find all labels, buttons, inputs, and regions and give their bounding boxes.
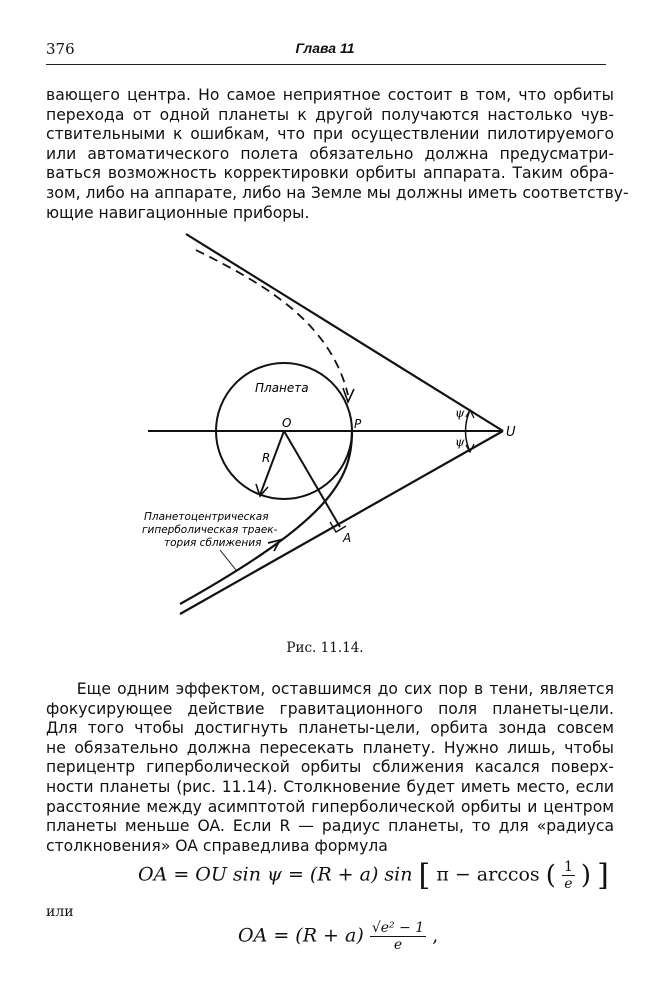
vertex-label: U (506, 425, 516, 440)
text-line: перехода от одной планеты к другой получаются настолько чув- (46, 105, 614, 124)
text-line: Для того чтобы достигнуть планеты-цели, орбита зонда совсем (46, 719, 614, 738)
text-line: ющие навигационные приборы. (46, 203, 310, 222)
text-line: Еще одним эффектом, оставшимся до сих пор в тени, является (46, 680, 614, 698)
planet-label: Планета (255, 381, 309, 395)
trajectory-label-line: Планетоцентрическая (144, 511, 269, 523)
text-line: ности планеты (рис. 11.14). Столкновение будет иметь место, если (46, 777, 614, 796)
text-line: не обязательно должна пересекать планету. Нужно лишь, чтобы (46, 738, 614, 757)
left-paren: ( (545, 860, 556, 891)
text-line: перицентр гиперболической орбиты сближения касался поверх- (46, 758, 614, 777)
label-leader-line (220, 550, 236, 570)
text-line: ваться возможность корректировки орбиты аппарата. Таким обра- (46, 164, 614, 183)
trajectory-label-line: гиперболическая траек- (142, 524, 278, 536)
text-line: планеты меньше OA. Если R — радиус планеты, то для «радиуса (46, 817, 614, 836)
left-bracket: [ (418, 858, 431, 893)
fraction-denominator: e (393, 937, 403, 953)
periapsis-label: P (354, 417, 362, 431)
text-line: зом, либо на аппарате, либо на Земле мы должны иметь соответству- (46, 183, 629, 202)
figure-caption: Рис. 11.14. (286, 640, 364, 656)
chapter-title: Глава 11 (295, 40, 355, 56)
equation-1-inner: π − arccos (436, 863, 540, 886)
text-line: фокусирующее действие гравитационного поля планеты-цели. (46, 699, 614, 718)
paragraph-1 (46, 86, 629, 223)
equation-1 (138, 858, 609, 893)
equation-2-lhs: OA = (R + a) (238, 924, 364, 947)
angle-label-upper: ψ (455, 406, 465, 420)
paragraph-2 (46, 680, 614, 856)
fraction-numerator: √e² − 1 (371, 920, 425, 936)
text-line: расстояние между асимптотой гиперболической орбиты и центром (46, 797, 614, 816)
equation-1-lhs: OA = OU sin ψ = (R + a) sin (138, 863, 413, 886)
fraction (562, 859, 575, 892)
center-label: O (282, 416, 292, 430)
page-number: 376 (46, 40, 75, 58)
equation-2 (238, 920, 438, 953)
fraction (370, 920, 426, 953)
text-line: или автоматического полета обязательно должна предусматри- (46, 144, 614, 163)
trajectory-label-line: тория сближения (164, 537, 262, 549)
fraction-denominator: e (564, 876, 573, 892)
angle-label-lower: ψ (455, 435, 465, 449)
text-line: вающего центра. Но самое неприятное состоит в том, что орбиты (46, 86, 614, 104)
fraction-numerator: 1 (563, 859, 573, 875)
equation-2-tail: , (432, 924, 439, 947)
page-header (46, 40, 604, 62)
foot-label: A (343, 531, 352, 545)
text-line: ствительными к ошибкам, что при осуществлении пилотируемого (46, 125, 614, 144)
header-rule (46, 64, 606, 65)
radius-label: R (262, 451, 271, 465)
right-bracket: ] (597, 858, 609, 893)
text-line: столкновения» OA справедлива формула (46, 836, 388, 855)
figure-11-14 (0, 220, 650, 630)
right-paren: ) (580, 860, 592, 891)
connector-word: или (46, 904, 74, 920)
dashed-trajectory (196, 250, 348, 395)
